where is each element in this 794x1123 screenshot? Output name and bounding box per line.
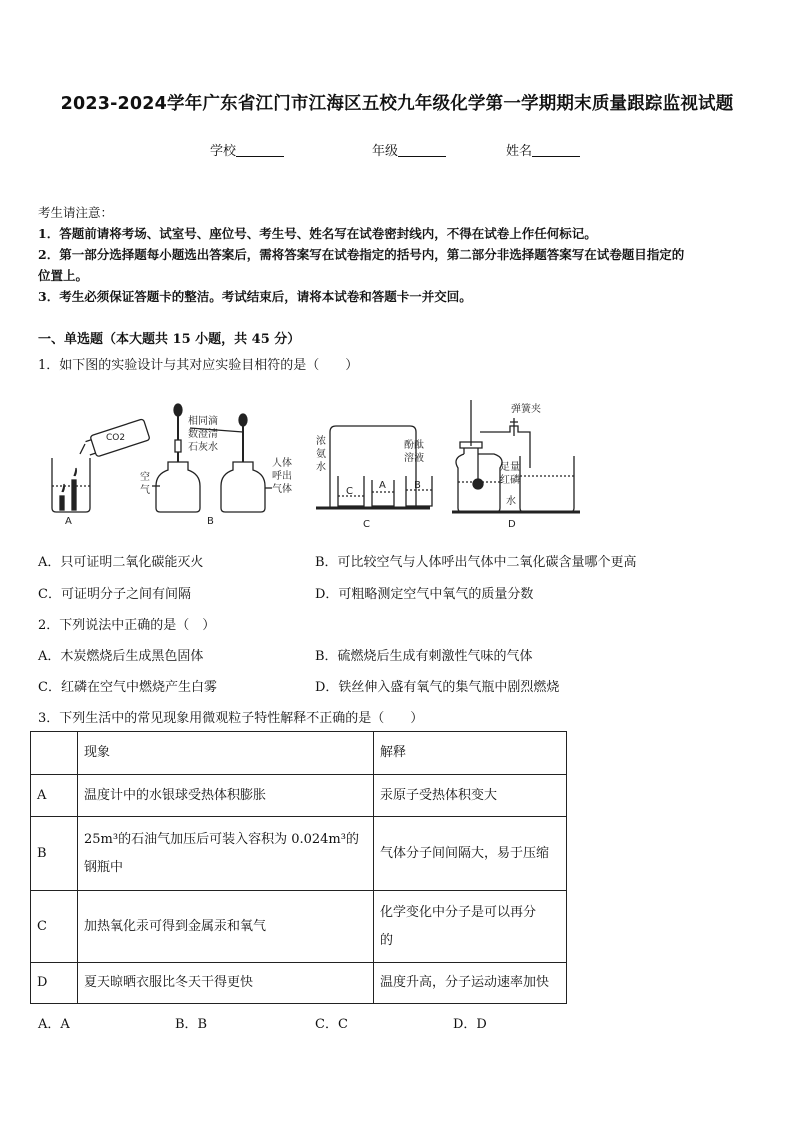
row-explanation: 温度升高，分子运动速率加快 — [374, 963, 567, 1004]
figure-c — [316, 426, 432, 530]
d-water-label: 水 — [506, 496, 516, 507]
c-ammonia-3: 水 — [316, 462, 326, 473]
q2-option-c[interactable]: C．红磷在空气中燃烧产生白雾 — [38, 680, 217, 695]
table-row — [31, 891, 567, 963]
q3-option-a[interactable]: A．A — [38, 1017, 70, 1032]
note-1: 1．答题前请将考场、试室号、座位号、考生号、姓名写在试卷密封线内，不得在试卷上作任何标记。 — [38, 226, 597, 241]
q1-figure — [40, 396, 600, 536]
grade-blank[interactable] — [398, 143, 446, 157]
table-header-row — [31, 732, 567, 775]
grade-field[interactable]: 年级 — [372, 140, 446, 159]
row-phenomenon: 夏天晾晒衣服比冬天干得更快 — [78, 963, 374, 1004]
b-air-1: 空 — [140, 472, 150, 483]
q1-option-c[interactable]: C．可证明分子之间有间隔 — [38, 587, 191, 602]
figure-label-b: B — [207, 516, 214, 527]
c-beaker-c: C — [346, 486, 353, 497]
paper-title: 2023-2024学年广东省江门市江海区五校九年级化学第一学期期末质量跟踪监视试题 — [60, 94, 734, 114]
q3-option-d[interactable]: D．D — [453, 1017, 487, 1032]
c-beaker-b: B — [414, 480, 421, 491]
figure-a — [52, 419, 150, 527]
figure-b — [140, 404, 292, 527]
table-header-phenomenon: 现象 — [78, 732, 374, 775]
row-explanation: 化学变化中分子是可以再分 的 — [374, 891, 567, 963]
note-3: 3．考生必须保证答题卡的整洁。考试结束后，请将本试卷和答题卡一并交回。 — [38, 289, 472, 304]
c-ammonia-2: 氨 — [316, 449, 326, 460]
figure-label-c: C — [363, 519, 370, 530]
b-label-2: 数澄清 — [188, 429, 218, 440]
q1-option-a[interactable]: A．只可证明二氧化碳能灭火 — [38, 555, 204, 570]
d-p-label-2: 红磷 — [500, 475, 520, 486]
note-2-cont: 位置上。 — [38, 268, 89, 283]
q2-option-d[interactable]: D．铁丝伸入盛有氧气的集气瓶中剧烈燃烧 — [315, 680, 560, 695]
co2-label: CO2 — [106, 433, 126, 443]
row-explanation: 气体分子间间隔大，易于压缩 — [374, 817, 567, 891]
figure-d — [452, 400, 580, 530]
row-phenomenon: 温度计中的水银球受热体积膨胀 — [78, 775, 374, 817]
q2-stem: 2．下列说法中正确的是（ ） — [38, 618, 216, 633]
c-phenol-1: 酚酞 — [404, 440, 424, 451]
q3-table — [30, 731, 567, 1004]
q2-option-b[interactable]: B．硫燃烧后生成有刺激性气味的气体 — [315, 649, 533, 664]
figure-label-d: D — [508, 519, 516, 530]
table-header-explanation: 解释 — [374, 732, 567, 775]
school-field[interactable]: 学校 — [210, 140, 284, 159]
name-blank[interactable] — [532, 143, 580, 157]
row-phenomenon: 加热氧化汞可得到金属汞和氧气 — [78, 891, 374, 963]
row-explanation: 汞原子受热体积变大 — [374, 775, 567, 817]
row-label: C — [31, 891, 78, 963]
q2-option-a[interactable]: A．木炭燃烧后生成黑色固体 — [38, 649, 204, 664]
q3-option-c[interactable]: C．C — [315, 1017, 348, 1032]
q3-option-b[interactable]: B．B — [175, 1017, 208, 1032]
section-heading: 一、单选题（本大题共 15 小题，共 45 分） — [38, 332, 301, 347]
b-label-1: 相同滴 — [188, 416, 218, 427]
row-label: D — [31, 963, 78, 1004]
table-row — [31, 817, 567, 891]
figure-label-a: A — [65, 516, 72, 527]
b-air-2: 气 — [140, 485, 150, 496]
q1-stem: 1．如下图的实验设计与其对应实验目相符的是（ ） — [38, 358, 359, 373]
c-phenol-2: 溶液 — [404, 453, 424, 464]
notes-heading: 考生请注意： — [38, 205, 114, 220]
c-beaker-a: A — [379, 480, 386, 491]
q3-stem: 3．下列生活中的常见现象用微观粒子特性解释不正确的是（ ） — [38, 711, 424, 726]
b-label-3: 石灰水 — [188, 442, 218, 453]
row-phenomenon: 25m³的石油气加压后可装入容积为 0.024m³的 钢瓶中 — [78, 817, 374, 891]
row-label: A — [31, 775, 78, 817]
table-header-label — [31, 732, 78, 775]
b-breath-2: 呼出 — [272, 471, 292, 482]
c-ammonia-1: 浓 — [316, 436, 326, 447]
table-row — [31, 963, 567, 1004]
note-2: 2．第一部分选择题每小题选出答案后，需将答案写在试卷指定的括号内，第二部分非选择题答案写在试卷题目指定的 — [38, 247, 685, 262]
b-breath-1: 人体 — [272, 458, 292, 469]
row-label: B — [31, 817, 78, 891]
table-row — [31, 775, 567, 817]
d-p-label-1: 足量 — [500, 462, 520, 473]
d-clamp-label: 弹簧夹 — [511, 404, 541, 415]
q1-option-b[interactable]: B．可比较空气与人体呼出气体中二氧化碳含量哪个更高 — [315, 555, 637, 570]
q1-option-d[interactable]: D．可粗略测定空气中氧气的质量分数 — [315, 587, 534, 602]
school-blank[interactable] — [236, 143, 284, 157]
name-field[interactable]: 姓名 — [506, 140, 580, 159]
b-breath-3: 气体 — [272, 484, 292, 495]
exam-notes — [38, 202, 762, 307]
